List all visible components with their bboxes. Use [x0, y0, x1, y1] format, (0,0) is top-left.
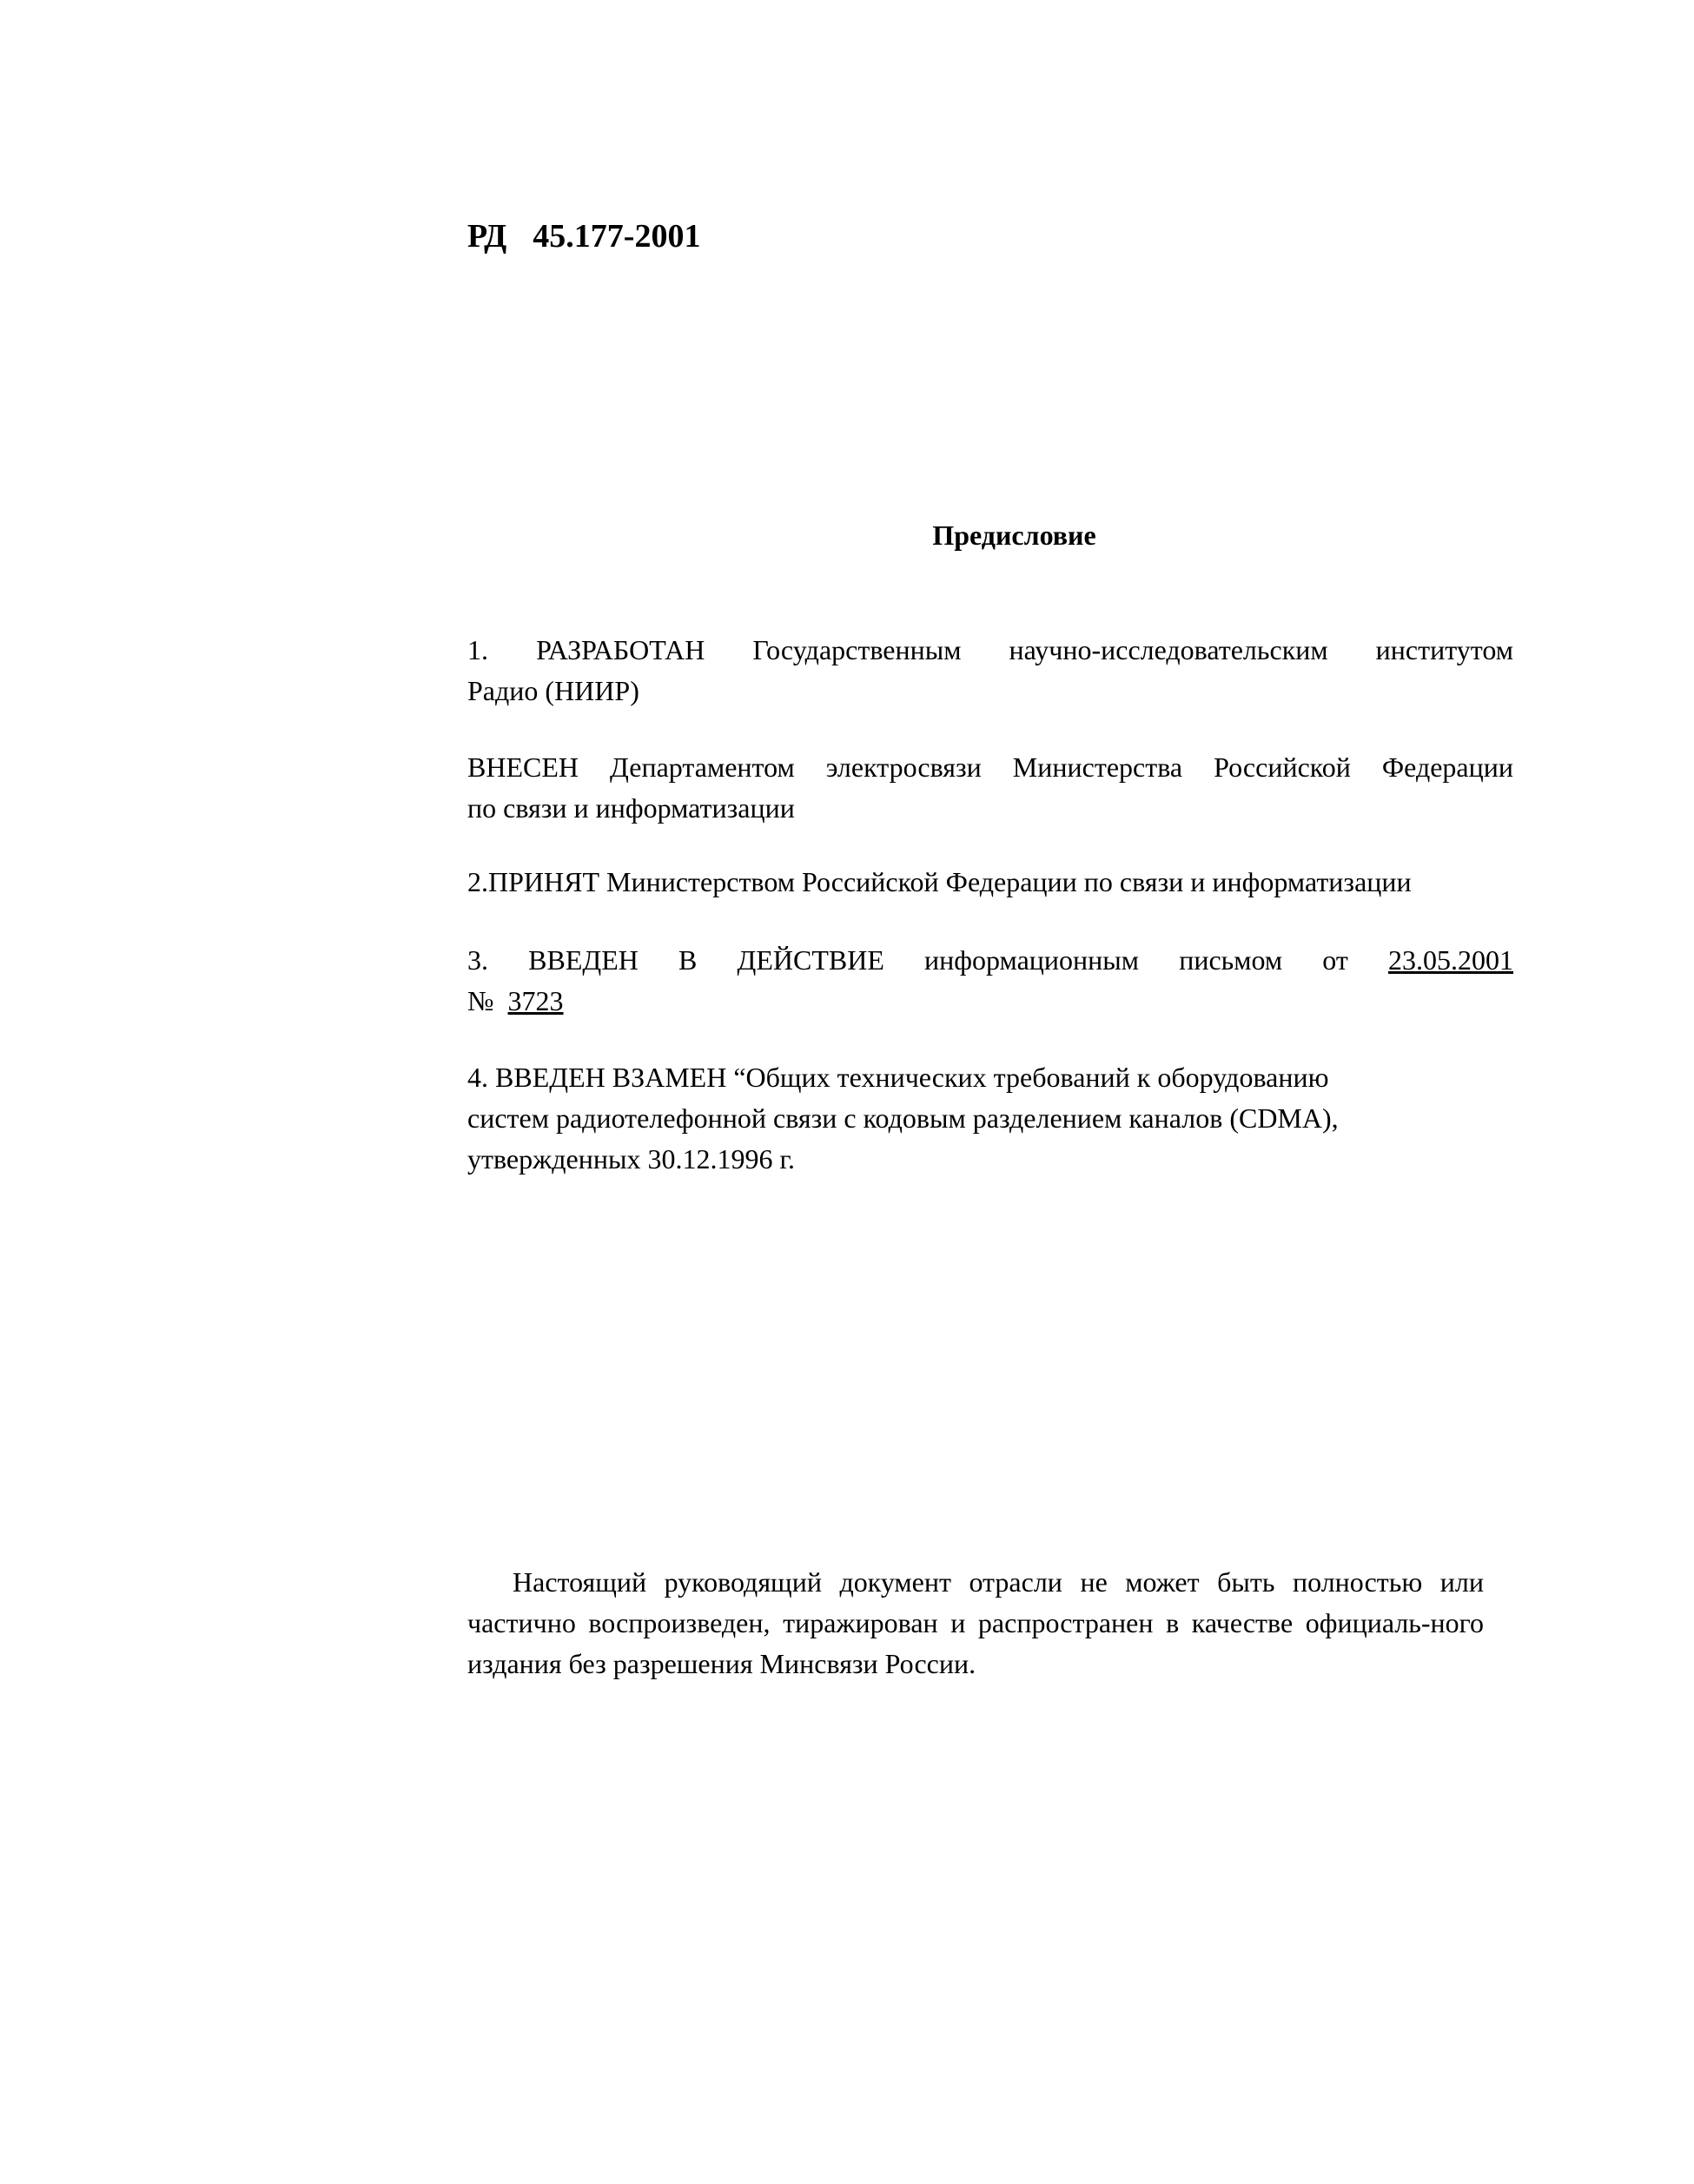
item-submitted — [467, 747, 1513, 829]
item-enacted-number-label: № — [467, 985, 494, 1016]
item-submitted-line2: по связи и информатизации — [467, 792, 795, 824]
item-developed-line2: Радио (НИИР) — [467, 675, 639, 706]
item-developed — [467, 630, 1513, 711]
document-code-prefix: РД — [467, 218, 507, 255]
item-enacted — [467, 940, 1513, 1022]
item-submitted-line1: ВНЕСЕН Департаментом электросвязи Министерства Российской Федерации — [467, 751, 1513, 783]
item-replaces-line3: утвержденных 30.12.1996 г. — [467, 1143, 795, 1175]
item-developed-line1: 1. РАЗРАБОТАН Государственным научно-исследовательским институтом — [467, 634, 1513, 665]
item-enacted-line1 — [467, 940, 1513, 981]
item-enacted-text: 3. ВВЕДЕН В ДЕЙСТВИЕ информационным письмом от — [467, 944, 1348, 976]
section-title: Предисловие — [932, 520, 1096, 551]
item-adopted: 2.ПРИНЯТ Министерством Российской Федерации по связи и информатизации — [467, 866, 1412, 897]
item-replaces — [467, 1057, 1449, 1180]
document-code — [467, 217, 700, 255]
document-code-number: 45.177-2001 — [533, 218, 701, 255]
item-enacted-date: 23.05.2001 — [1388, 944, 1514, 976]
item-replaces-line2: систем радиотелефонной связи с кодовым разделением каналов (CDMA), — [467, 1102, 1339, 1134]
copyright-notice: Настоящий руководящий документ отрасли не может быть полностью или частично воспроизведен, тиражирован и распространен в качестве официаль-ного издания без разрешения Минсвязи России. — [467, 1566, 1484, 1679]
item-replaces-line1: 4. ВВЕДЕН ВЗАМЕН “Общих технических требований к оборудованию — [467, 1062, 1329, 1093]
item-enacted-number: 3723 — [507, 985, 564, 1016]
